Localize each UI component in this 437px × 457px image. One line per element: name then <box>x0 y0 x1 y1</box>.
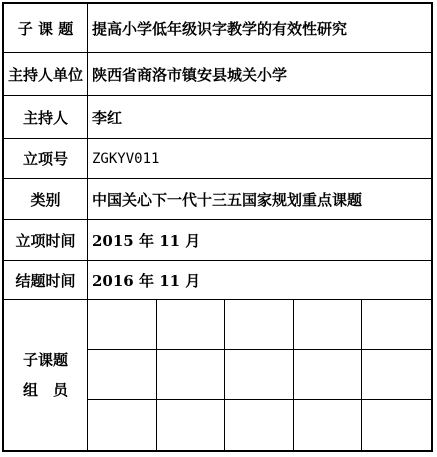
member-cell[interactable] <box>88 350 157 400</box>
subproject-value: 提高小学低年级识字教学的有效性研究 <box>92 19 348 38</box>
member-cell[interactable] <box>362 400 431 450</box>
host-unit-value: 陕西省商洛市镇安县城关小学 <box>92 65 288 84</box>
member-cell[interactable] <box>88 400 157 450</box>
member-cell[interactable] <box>157 300 226 350</box>
row-subproject <box>4 4 431 53</box>
row-end-date <box>4 261 431 300</box>
member-cell[interactable] <box>225 400 294 450</box>
member-cell[interactable] <box>294 350 363 400</box>
host-value: 李红 <box>92 108 123 127</box>
subproject-label: 子 课 题 <box>4 4 88 52</box>
row-start-date <box>4 220 431 261</box>
project-number-label: 立项号 <box>4 139 88 178</box>
end-date-label: 结题时间 <box>4 261 88 299</box>
member-cell[interactable] <box>157 350 226 400</box>
project-info-table <box>2 2 433 452</box>
member-cell[interactable] <box>362 300 431 350</box>
row-category <box>4 179 431 220</box>
start-date-label: 立项时间 <box>4 220 88 260</box>
category-value: 中国关心下一代十三五国家规划重点课题 <box>92 190 363 209</box>
member-cell[interactable] <box>157 400 226 450</box>
member-cell[interactable] <box>294 300 363 350</box>
members-grid <box>88 300 431 450</box>
host-unit-label: 主持人单位 <box>4 53 88 95</box>
member-cell[interactable] <box>225 350 294 400</box>
member-cell[interactable] <box>88 300 157 350</box>
members-section <box>4 300 431 450</box>
row-host-unit <box>4 53 431 96</box>
members-label-line2: 组 员 <box>22 381 68 399</box>
project-number-value: ZGKYV011 <box>92 150 160 167</box>
member-cell[interactable] <box>225 300 294 350</box>
host-label: 主持人 <box>4 96 88 138</box>
member-cell[interactable] <box>294 400 363 450</box>
member-cell[interactable] <box>362 350 431 400</box>
start-date-value: 2015 年 11 月 <box>92 231 201 250</box>
category-label: 类别 <box>4 179 88 219</box>
end-date-value: 2016 年 11 月 <box>92 271 201 290</box>
members-label-line1: 子课题 <box>22 351 68 369</box>
row-project-number <box>4 139 431 179</box>
row-host <box>4 96 431 139</box>
members-label <box>4 300 88 450</box>
